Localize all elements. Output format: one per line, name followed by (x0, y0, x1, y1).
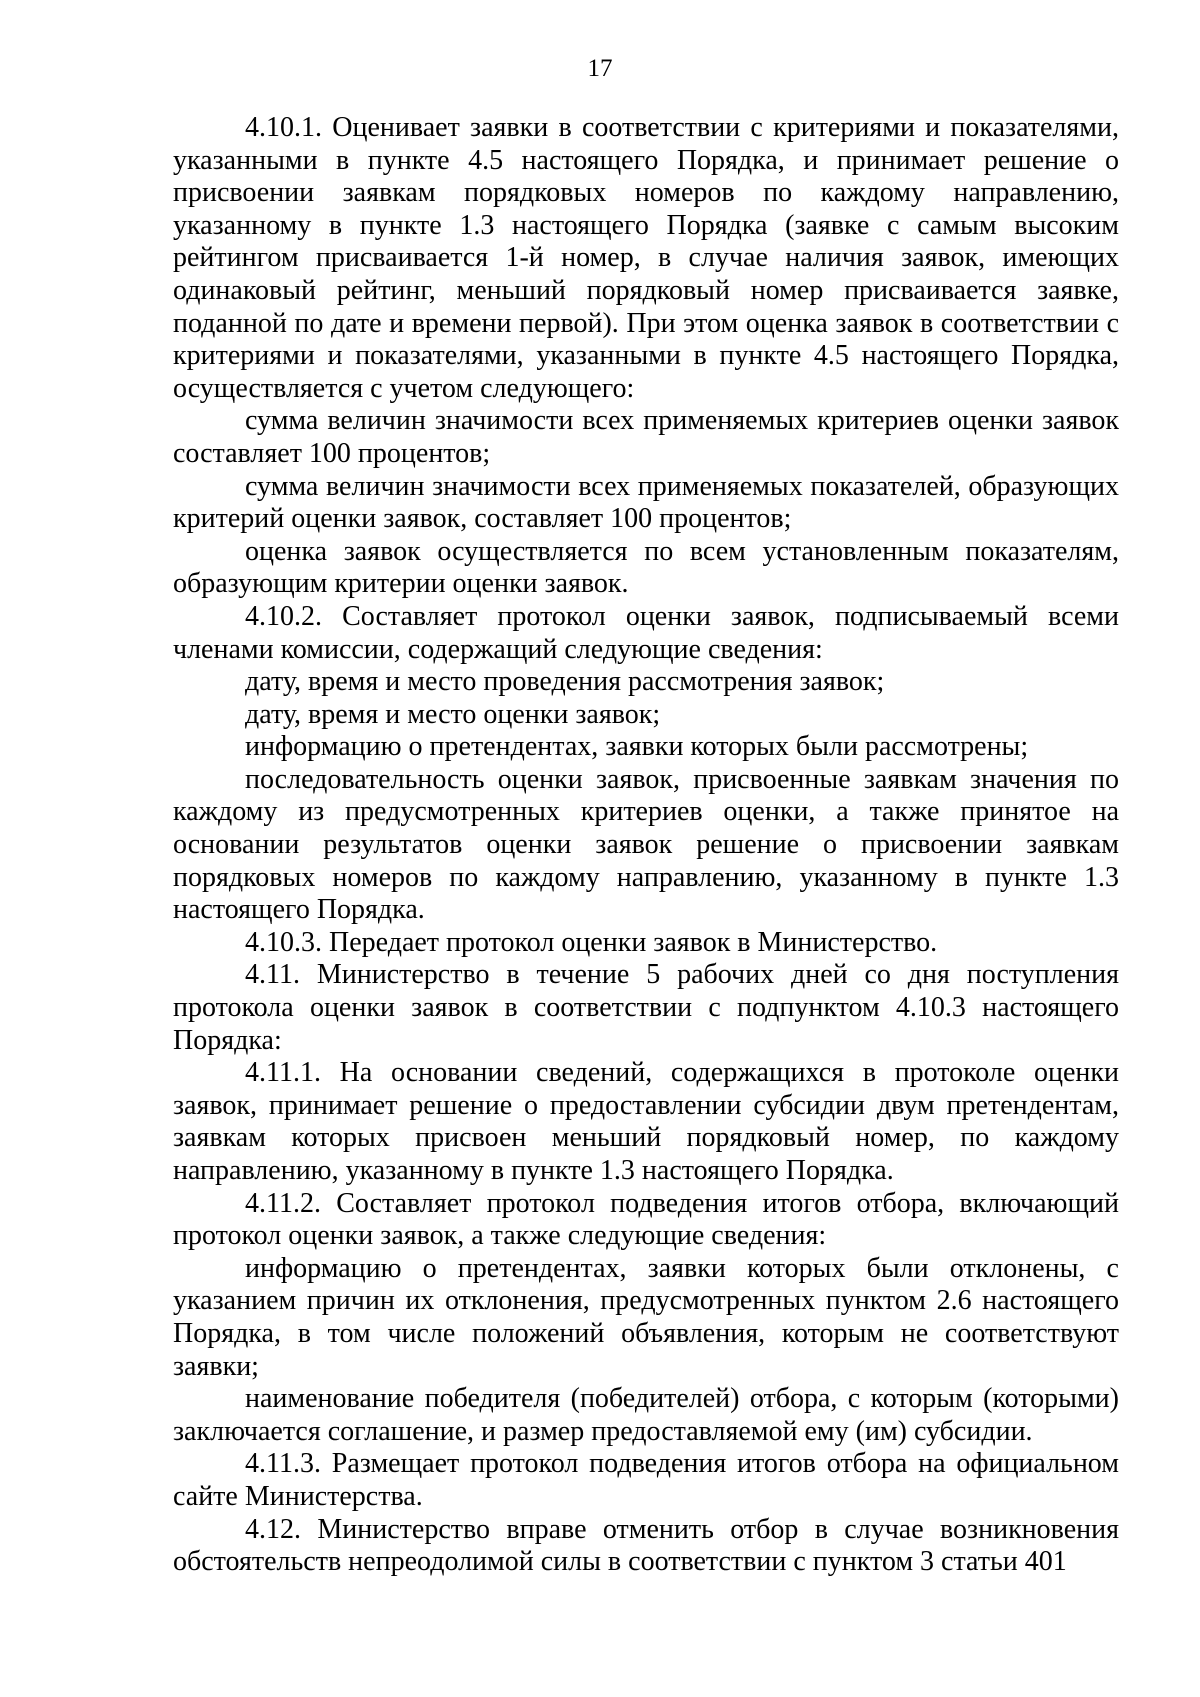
paragraph-4-11-1: 4.11.1. На основании сведений, содержащихся в протоколе оценки заявок, принимает решение о предоставлении субсидии двум претендентам, заявкам которых присвоен меньший порядковый номер, по каждому направлению, указанному в пункте 1.3 настоящего Порядка. (173, 1057, 1119, 1186)
page-number: 17 (587, 55, 613, 82)
list-item-rejected-applicants: информацию о претендентах, заявки которых были отклонены, с указанием причин их отклонения, предусмотренных пунктом 2.6 настоящего Порядка, в том числе положений объявления, которым не соответствуют заявки; (173, 1252, 1119, 1382)
paragraph-4-11-3: 4.11.3. Размещает протокол подведения итогов отбора на официальном сайте Министерства. (173, 1448, 1119, 1512)
paragraph-4-10-2: 4.10.2. Составляет протокол оценки заявок, подписываемый всеми членами комиссии, содержащий следующие сведения: (173, 600, 1119, 665)
paragraph-4-11-2: 4.11.2. Составляет протокол подведения итогов отбора, включающий протокол оценки заявок, а также следующие сведения: (173, 1187, 1119, 1252)
document-body (173, 112, 1119, 1579)
paragraph-4-12: 4.12. Министерство вправе отменить отбор в случае возникновения обстоятельств непреодолимой силы в соответствии с пунктом 3 статьи 401 (173, 1513, 1119, 1578)
list-item-winners: наименование победителя (победителей) отбора, с которым (которыми) заключается соглашение, и размер предоставляемой ему (им) субсидии. (173, 1383, 1119, 1447)
paragraph-4-10-1: 4.10.1. Оценивает заявки в соответствии с критериями и показателями, указанными в пункте 4.5 настоящего Порядка, и принимает решение о присвоении заявкам порядковых номеров по каждому направлению, указанному в пункте 1.3 настоящего Порядка (заявке с самым высоким рейтингом присваивается 1-й номер, в случае наличия заявок, имеющих одинаковый рейтинг, меньший порядковый номер присваивается заявке, поданной по дате и времени первой). При этом оценка заявок в соответствии с критериями и показателями, указанными в пункте 4.5 настоящего Порядка, осуществляется с учетом следующего: (173, 112, 1119, 404)
list-item-evaluation-sequence: последовательность оценки заявок, присвоенные заявкам значения по каждому из предусмотренных критериев оценки, а также принятое на основании результатов оценки заявок решение о присвоении заявкам порядковых номеров по каждому направлению, указанному в пункте 1.3 настоящего Порядка. (173, 763, 1119, 926)
list-item-evaluation-date: дату, время и место оценки заявок; (245, 698, 661, 730)
paragraph-indicators-sum: сумма величин значимости всех применяемых показателей, образующих критерий оценки заявок, составляет 100 процентов; (173, 470, 1119, 535)
list-item-applicants-reviewed: информацию о претендентах, заявки которых были рассмотрены; (245, 731, 1029, 763)
paragraph-criteria-sum: сумма величин значимости всех применяемых критериев оценки заявок составляет 100 процентов; (173, 405, 1119, 469)
paragraph-4-11: 4.11. Министерство в течение 5 рабочих дней со дня поступления протокола оценки заявок в соответствии с подпунктом 4.10.3 настоящего Порядка: (173, 959, 1119, 1056)
paragraph-4-10-3: 4.10.3. Передает протокол оценки заявок в Министерство. (245, 926, 938, 958)
paragraph-evaluation-scope: оценка заявок осуществляется по всем установленным показателям, образующим критерии оценки заявок. (173, 535, 1119, 600)
list-item-review-date: дату, время и место проведения рассмотрения заявок; (245, 666, 885, 698)
